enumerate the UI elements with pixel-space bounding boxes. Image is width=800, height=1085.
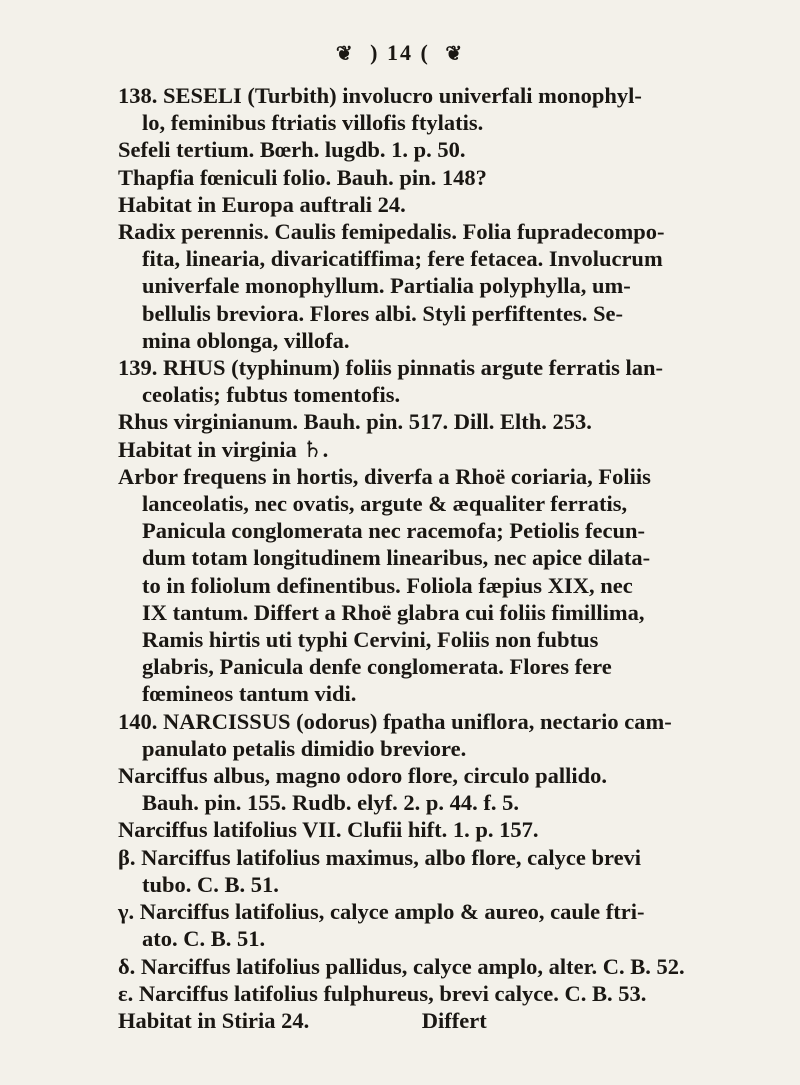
ornament-left: ❦	[335, 43, 355, 65]
page-number: ) 14 (	[370, 40, 430, 65]
page-header	[0, 40, 800, 66]
text-line: Habitat in virginia ♄.	[118, 436, 329, 462]
text-line: Arbor frequens in hortis, diverfa a Rhoë coriaria, Foliis	[118, 463, 651, 489]
text-line: IX tantum. Differt a Rhoë glabra cui foliis fimillima,	[142, 599, 645, 625]
text-line: dum totam longitudinem linearibus, nec apice dilata-	[142, 545, 651, 571]
text-line: tubo. C. B. 51.	[142, 871, 279, 897]
text-line: to in foliolum definentibus. Foliola fæpius XIX, nec	[142, 572, 633, 598]
text-line: 138. SESELI (Turbith) involucro univerfali monophyl-	[118, 83, 642, 108]
text-line: lo, feminibus ftriatis villofis ftylatis.	[142, 110, 484, 136]
text-line: fita, linearia, divaricatiffima; fere fetacea. Involucrum	[142, 246, 663, 272]
text-line: Sefeli tertium. Bœrh. lugdb. 1. p. 50.	[118, 137, 466, 163]
text-line: Habitat in Europa auftrali 24.	[118, 191, 406, 217]
text-line: panulato petalis dimidio breviore.	[142, 735, 467, 761]
text-line: 140. NARCISSUS (odorus) fpatha uniflora, nectario cam-	[118, 708, 672, 734]
text-line: fœmineos tantum vidi.	[142, 681, 357, 707]
text-line: Bauh. pin. 155. Rudb. elyf. 2. p. 44. f. 5.	[142, 790, 519, 816]
text-line: Rhus virginianum. Bauh. pin. 517. Dill. Elth. 253.	[118, 409, 592, 435]
text-line: ceolatis; fubtus tomentofis.	[142, 382, 401, 408]
text-line: Narciffus albus, magno odoro flore, circulo pallido.	[118, 763, 607, 789]
text-line: bellulis breviora. Flores albi. Styli perfiftentes. Se-	[142, 300, 624, 326]
text-line: δ. Narciffus latifolius pallidus, calyce amplo, alter. C. B. 52.	[118, 953, 685, 979]
text-line: Ramis hirtis uti typhi Cervini, Foliis non fubtus	[142, 627, 599, 653]
text-line: 139. RHUS (typhinum) foliis pinnatis argute ferratis lan-	[118, 355, 664, 381]
text-line: ε. Narciffus latifolius fulphureus, brevi calyce. C. B. 53.	[118, 980, 647, 1006]
text-line: glabris, Panicula denfe conglomerata. Flores fere	[142, 654, 612, 680]
text-line: Habitat in Stiria 24. Differt	[118, 1007, 487, 1033]
text-line: univerfale monophyllum. Partialia polyphylla, um-	[142, 273, 631, 299]
text-line: Thapfia fœniculi folio. Bauh. pin. 148?	[118, 164, 487, 190]
text-line: lanceolatis, nec ovatis, argute & æqualiter ferratis,	[142, 491, 628, 517]
text-line: ato. C. B. 51.	[142, 926, 266, 952]
text-body	[118, 82, 760, 1034]
text-line: β. Narciffus latifolius maximus, albo flore, calyce brevi	[118, 844, 642, 870]
text-line: mina oblonga, villofa.	[142, 327, 350, 353]
text-line: Radix perennis. Caulis femipedalis. Folia fupradecompo-	[118, 219, 665, 245]
text-line: Narciffus latifolius VII. Clufii hift. 1. p. 157.	[118, 817, 539, 843]
text-line: Panicula conglomerata nec racemofa; Petiolis fecun-	[142, 518, 645, 544]
text-line: γ. Narciffus latifolius, calyce amplo & aureo, caule ftri-	[118, 899, 645, 925]
ornament-right: ❦	[445, 43, 465, 65]
